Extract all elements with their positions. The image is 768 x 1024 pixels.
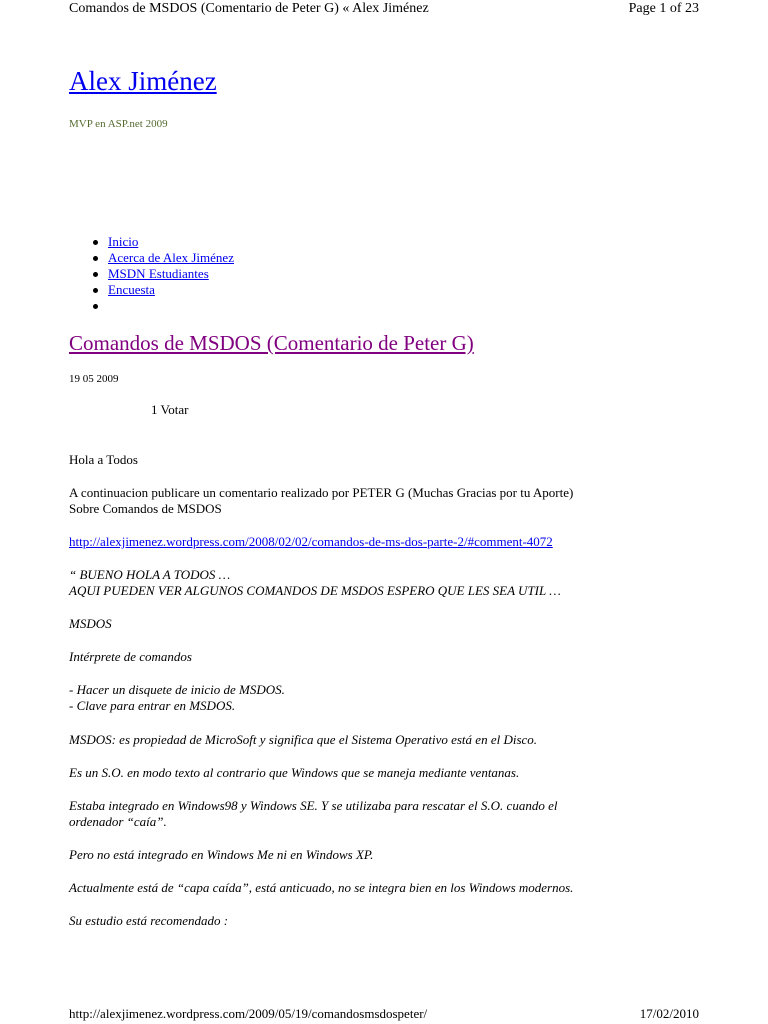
- post-intro-line-2: Sobre Comandos de MSDOS: [69, 501, 222, 516]
- print-footer-url: http://alexjimenez.wordpress.com/2009/05/19/comandosmsdospeter/: [69, 1006, 428, 1021]
- quote-line-2: AQUI PUEDEN VER ALGUNOS COMANDOS DE MSDOS ESPERO QUE LES SEA UTIL …: [69, 583, 561, 598]
- vote-label: 1 Votar: [151, 402, 189, 417]
- paragraph-msdos-definition: MSDOS: es propiedad de MicroSoft y significa que el Sistema Operativo está en el Disco.: [69, 732, 538, 747]
- post-intro-line-1: A continuacion publicare un comentario realizado por PETER G (Muchas Gracias por tu Aporte): [69, 485, 574, 500]
- paragraph-windows98-line-1: Estaba integrado en Windows98 y Windows SE. Y se utilizaba para rescatar el S.O. cuando el: [69, 798, 558, 813]
- nav-item-acerca: [90, 250, 234, 266]
- paragraph-windows-me-xp: Pero no está integrado en Windows Me ni en Windows XP.: [69, 847, 374, 862]
- nav-item-empty: [90, 298, 234, 314]
- print-footer-date: 17/02/2010: [639, 1006, 699, 1021]
- print-page-counter: Page 1 of 23: [628, 1, 699, 16]
- comment-link[interactable]: http://alexjimenez.wordpress.com/2008/02/02/comandos-de-ms-dos-parte-2/#comment-4072: [69, 534, 553, 549]
- paragraph-windows98-line-2: ordenador “caía”.: [69, 814, 167, 829]
- post-title-link[interactable]: Comandos de MSDOS (Comentario de Peter G): [69, 331, 474, 355]
- paragraph-text-mode: Es un S.O. en modo texto al contrario que Windows que se maneja mediante ventanas.: [69, 765, 520, 780]
- paragraph-capa-caida: Actualmente está de “capa caída”, está anticuado, no se integra bien en los Windows modernos.: [69, 880, 574, 895]
- msdos-heading: MSDOS: [69, 616, 112, 631]
- nav-link-encuesta[interactable]: Encuesta: [108, 282, 155, 297]
- nav-link-msdn-estudiantes[interactable]: MSDN Estudiantes: [108, 266, 209, 281]
- nav-item-inicio: [90, 234, 234, 250]
- main-nav: [90, 234, 234, 314]
- list-item-clave: - Clave para entrar en MSDOS.: [69, 698, 236, 713]
- interpreter-heading: Intérprete de comandos: [69, 649, 192, 664]
- nav-link-acerca[interactable]: Acerca de Alex Jiménez: [108, 250, 234, 265]
- quote-line-1: “ BUENO HOLA A TODOS …: [69, 567, 231, 582]
- site-title-link[interactable]: Alex Jiménez: [69, 66, 217, 96]
- nav-link-inicio[interactable]: Inicio: [108, 234, 139, 249]
- nav-item-msdn-estudiantes: [90, 266, 234, 282]
- vote-widget[interactable]: [141, 402, 188, 418]
- list-item-disquete: - Hacer un disquete de inicio de MSDOS.: [69, 682, 285, 697]
- post-date: 19 05 2009: [69, 373, 119, 385]
- site-tagline: MVP en ASP.net 2009: [69, 118, 168, 130]
- post-greeting: Hola a Todos: [69, 452, 138, 467]
- nav-item-encuesta: [90, 282, 234, 298]
- print-header-title: Comandos de MSDOS (Comentario de Peter G) « Alex Jiménez: [69, 1, 429, 16]
- paragraph-recomendado: Su estudio está recomendado :: [69, 913, 229, 928]
